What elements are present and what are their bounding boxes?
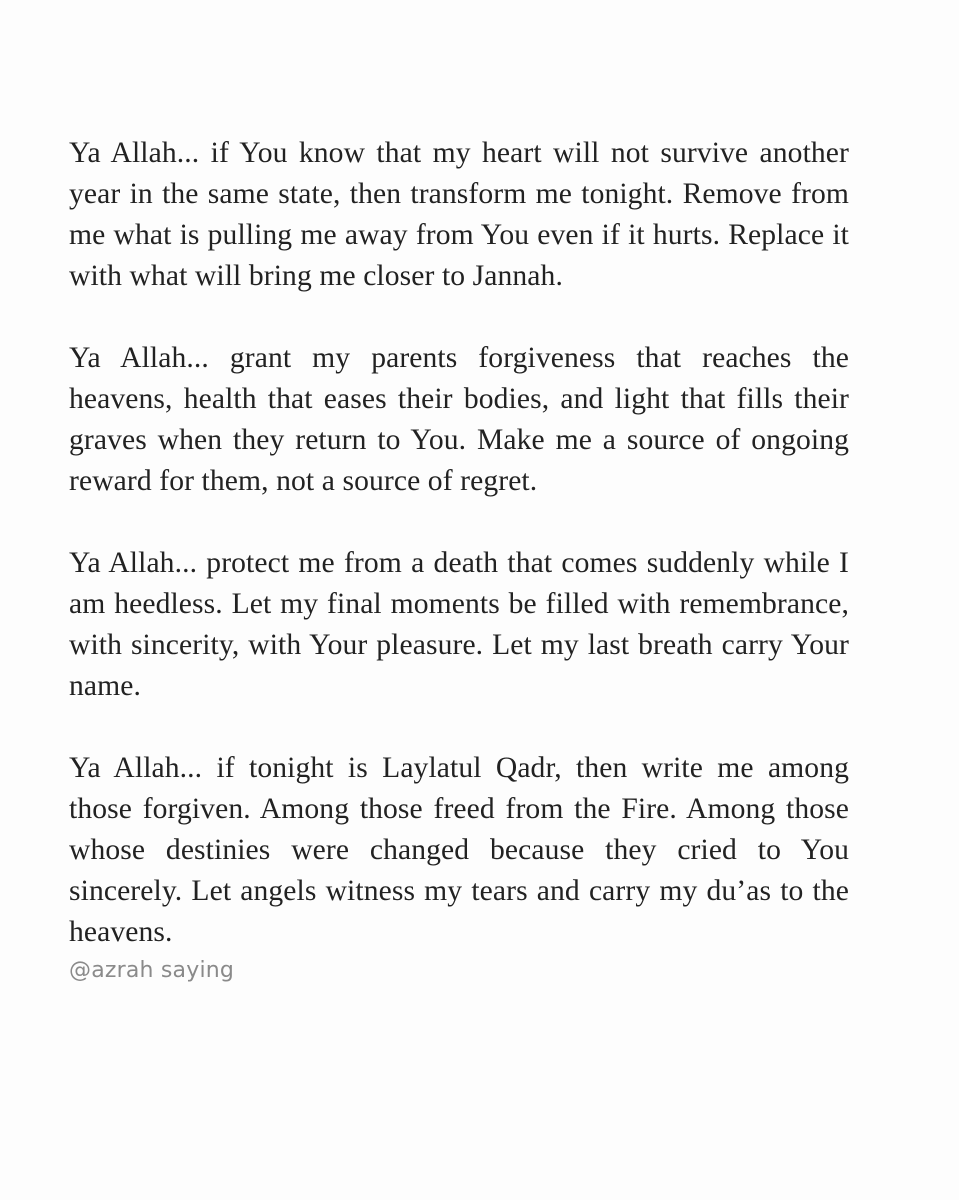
dua-paragraph-2: Ya Allah... grant my parents forgiveness that reaches the heavens, health that eases their bodies, and light that fills their graves when they return to You. Make me a source of ongoing reward for them, not a source of regret. bbox=[69, 342, 849, 497]
dua-paragraph-3: Ya Allah... protect me from a death that comes suddenly while I am heedless. Let my final moments be filled with remembrance, with sincerity, with Your pleasure. Let my last breath carry Your name. bbox=[69, 547, 849, 702]
dua-paragraph-4: Ya Allah... if tonight is Laylatul Qadr, then write me among those forgiven. Among those freed from the Fire. Among those whose destinies were changed because they cried to You sincerely. Let angels witness my tears and carry my du’as to the heavens. bbox=[69, 752, 849, 948]
dua-text-block bbox=[69, 133, 849, 986]
author-signature: @azrah saying bbox=[69, 958, 235, 983]
dua-paragraph-1: Ya Allah... if You know that my heart will not survive another year in the same state, then transform me tonight. Remove from me what is pulling me away from You even if it hurts. Replace it with what will bring me closer to Jannah. bbox=[69, 137, 849, 292]
